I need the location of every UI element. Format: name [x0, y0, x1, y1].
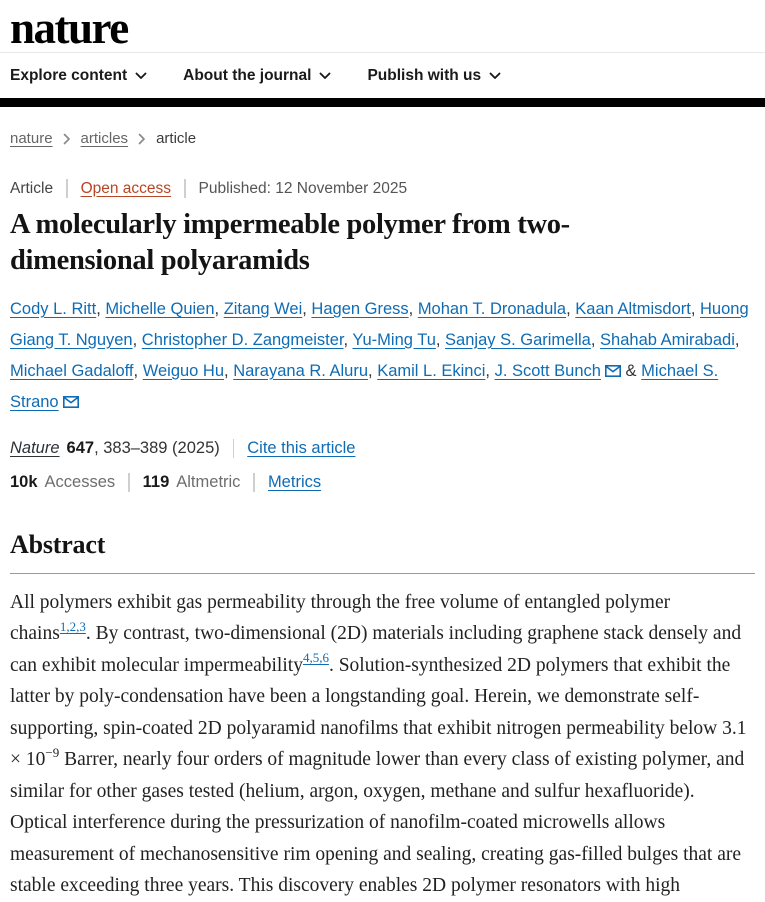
author-link[interactable]: Zitang Wei [223, 299, 303, 318]
breadcrumb-item-article: article [156, 130, 197, 147]
author-link[interactable]: Cody L. Ritt [10, 299, 97, 318]
nav-item-about-the-journal[interactable] [183, 67, 331, 85]
metrics-divider [253, 473, 255, 492]
cite-this-article-link[interactable]: Cite this article [247, 438, 356, 457]
author-separator: , [132, 330, 142, 349]
chevron-down-icon [135, 72, 147, 80]
chevron-right-icon [63, 133, 71, 145]
page-range: , 383–389 (2025) [94, 438, 220, 457]
author-separator: , [368, 361, 378, 380]
author-link[interactable]: Kaan Altmisdort [575, 299, 691, 318]
abstract-section [10, 530, 755, 902]
breadcrumb-separator [138, 133, 146, 145]
abstract-text-segment: . By contrast, two-dimensional (2D) materials including graphene stack densely and can exhibit molecular impermeability [10, 623, 742, 676]
exponent-superscript: −9 [45, 744, 60, 760]
chevron-down-icon [489, 72, 501, 80]
author-separator: , [734, 330, 740, 349]
breadcrumb-item-articles[interactable]: articles [80, 130, 129, 147]
email-envelope-icon[interactable] [605, 365, 621, 377]
logo-row [0, 0, 765, 52]
breadcrumb-separator [63, 133, 71, 145]
author-link[interactable]: Huong Giang T. Nguyen [10, 299, 749, 349]
main-nav [0, 53, 765, 98]
author-ampersand: & [620, 361, 642, 380]
accesses-label: Accesses [44, 472, 116, 491]
author-link[interactable]: Sanjay S. Garimella [445, 330, 591, 349]
citation-row [10, 439, 755, 458]
article-main [0, 130, 765, 902]
author-link[interactable]: Hagen Gress [311, 299, 409, 318]
abstract-heading: Abstract [10, 529, 106, 559]
chevron-down-icon [319, 72, 331, 80]
metrics-row [10, 473, 755, 492]
reference-link[interactable]: 4,5,6 [302, 650, 329, 666]
breadcrumb-item-nature[interactable]: nature [10, 130, 53, 147]
accesses-count: 10k [10, 472, 38, 491]
article-meta-row [10, 179, 755, 198]
author-link[interactable]: Shahab Amirabadi [600, 330, 735, 349]
abstract-paragraph [10, 587, 755, 902]
chevron-right-icon [138, 133, 146, 145]
author-link[interactable]: J. Scott Bunch [494, 361, 601, 380]
reference-superscript [303, 650, 329, 665]
author-link[interactable]: Mohan T. Dronadula [417, 299, 567, 318]
author-separator: , [96, 299, 106, 318]
open-access-link[interactable]: Open access [80, 179, 172, 197]
abstract-divider [10, 573, 755, 574]
author-separator: , [485, 361, 495, 380]
nav-item-publish-with-us[interactable] [367, 67, 501, 85]
author-list [10, 294, 755, 418]
reference-link[interactable]: 1,2,3 [59, 618, 86, 634]
metrics-divider [128, 473, 130, 492]
citation-divider [233, 439, 235, 458]
nav-item-label: About the journal [183, 67, 312, 84]
author-link[interactable]: Weiguo Hu [142, 361, 225, 380]
article-type-label: Article [10, 179, 54, 197]
altmetric-count: 119 [142, 472, 170, 491]
author-link[interactable]: Michael Gadaloff [10, 361, 134, 380]
author-link[interactable]: Christopher D. Zangmeister [141, 330, 344, 349]
email-envelope-icon[interactable] [63, 396, 79, 408]
abstract-text-segment: . Solution-synthesized 2D polymers that exhibit the latter by poly-condensation have been a longstanding goal. Herein, we demonstrate self-supporting, spin-coated 2D polyaramid nanofilms that exhibit nitrogen permeability below 3.1 × 10 [10, 654, 747, 771]
author-separator: , [343, 330, 353, 349]
author-separator: , [690, 299, 701, 318]
author-link[interactable]: Michelle Quien [105, 299, 215, 318]
journal-link[interactable]: Nature [10, 438, 60, 457]
author-separator: , [435, 330, 446, 349]
abstract-text-segment: All polymers exhibit gas permeability through the free volume of entangled polymer chains [10, 591, 671, 645]
author-separator: , [566, 299, 576, 318]
altmetric-label: Altmetric [176, 472, 241, 491]
meta-divider [66, 179, 68, 198]
author-separator: , [224, 361, 234, 380]
nav-item-label: Publish with us [367, 67, 482, 84]
reference-superscript [60, 619, 86, 634]
meta-divider [184, 179, 186, 198]
nav-item-explore-content[interactable] [10, 67, 147, 85]
published-date: Published: 12 November 2025 [198, 179, 408, 197]
author-separator: , [408, 299, 418, 318]
article-title: A molecularly impermeable polymer from two-dimensional polyaramids [10, 209, 570, 276]
header-black-bar [0, 98, 765, 107]
author-link[interactable]: Kamil L. Ekinci [377, 361, 486, 380]
breadcrumb [10, 130, 755, 147]
author-separator: , [214, 299, 224, 318]
author-link[interactable]: Yu-Ming Tu [352, 330, 436, 349]
author-separator: , [133, 361, 143, 380]
site-header [0, 0, 765, 107]
nav-item-label: Explore content [10, 67, 128, 84]
volume-number: 647 [66, 438, 95, 457]
metrics-link[interactable]: Metrics [267, 472, 322, 491]
author-separator: , [302, 299, 312, 318]
author-link[interactable]: Michael S. Strano [10, 361, 719, 411]
author-separator: , [590, 330, 601, 349]
abstract-text-segment: Barrer, nearly four orders of magnitude lower than every class of existing polymer, and similar for other gases tested (helium, argon, oxygen, methane and sulfur hexafluoride). Optical interference during the pressurization of nanofilm-coated microwells allows measurement of mechanosensitive rim opening and sealing, creating gas-filled bulges that are stable exceeding three years. This discovery enables 2D polymer resonators with high [10, 749, 745, 897]
nature-logo[interactable]: nature [10, 3, 128, 53]
author-link[interactable]: Narayana R. Aluru [233, 361, 369, 380]
